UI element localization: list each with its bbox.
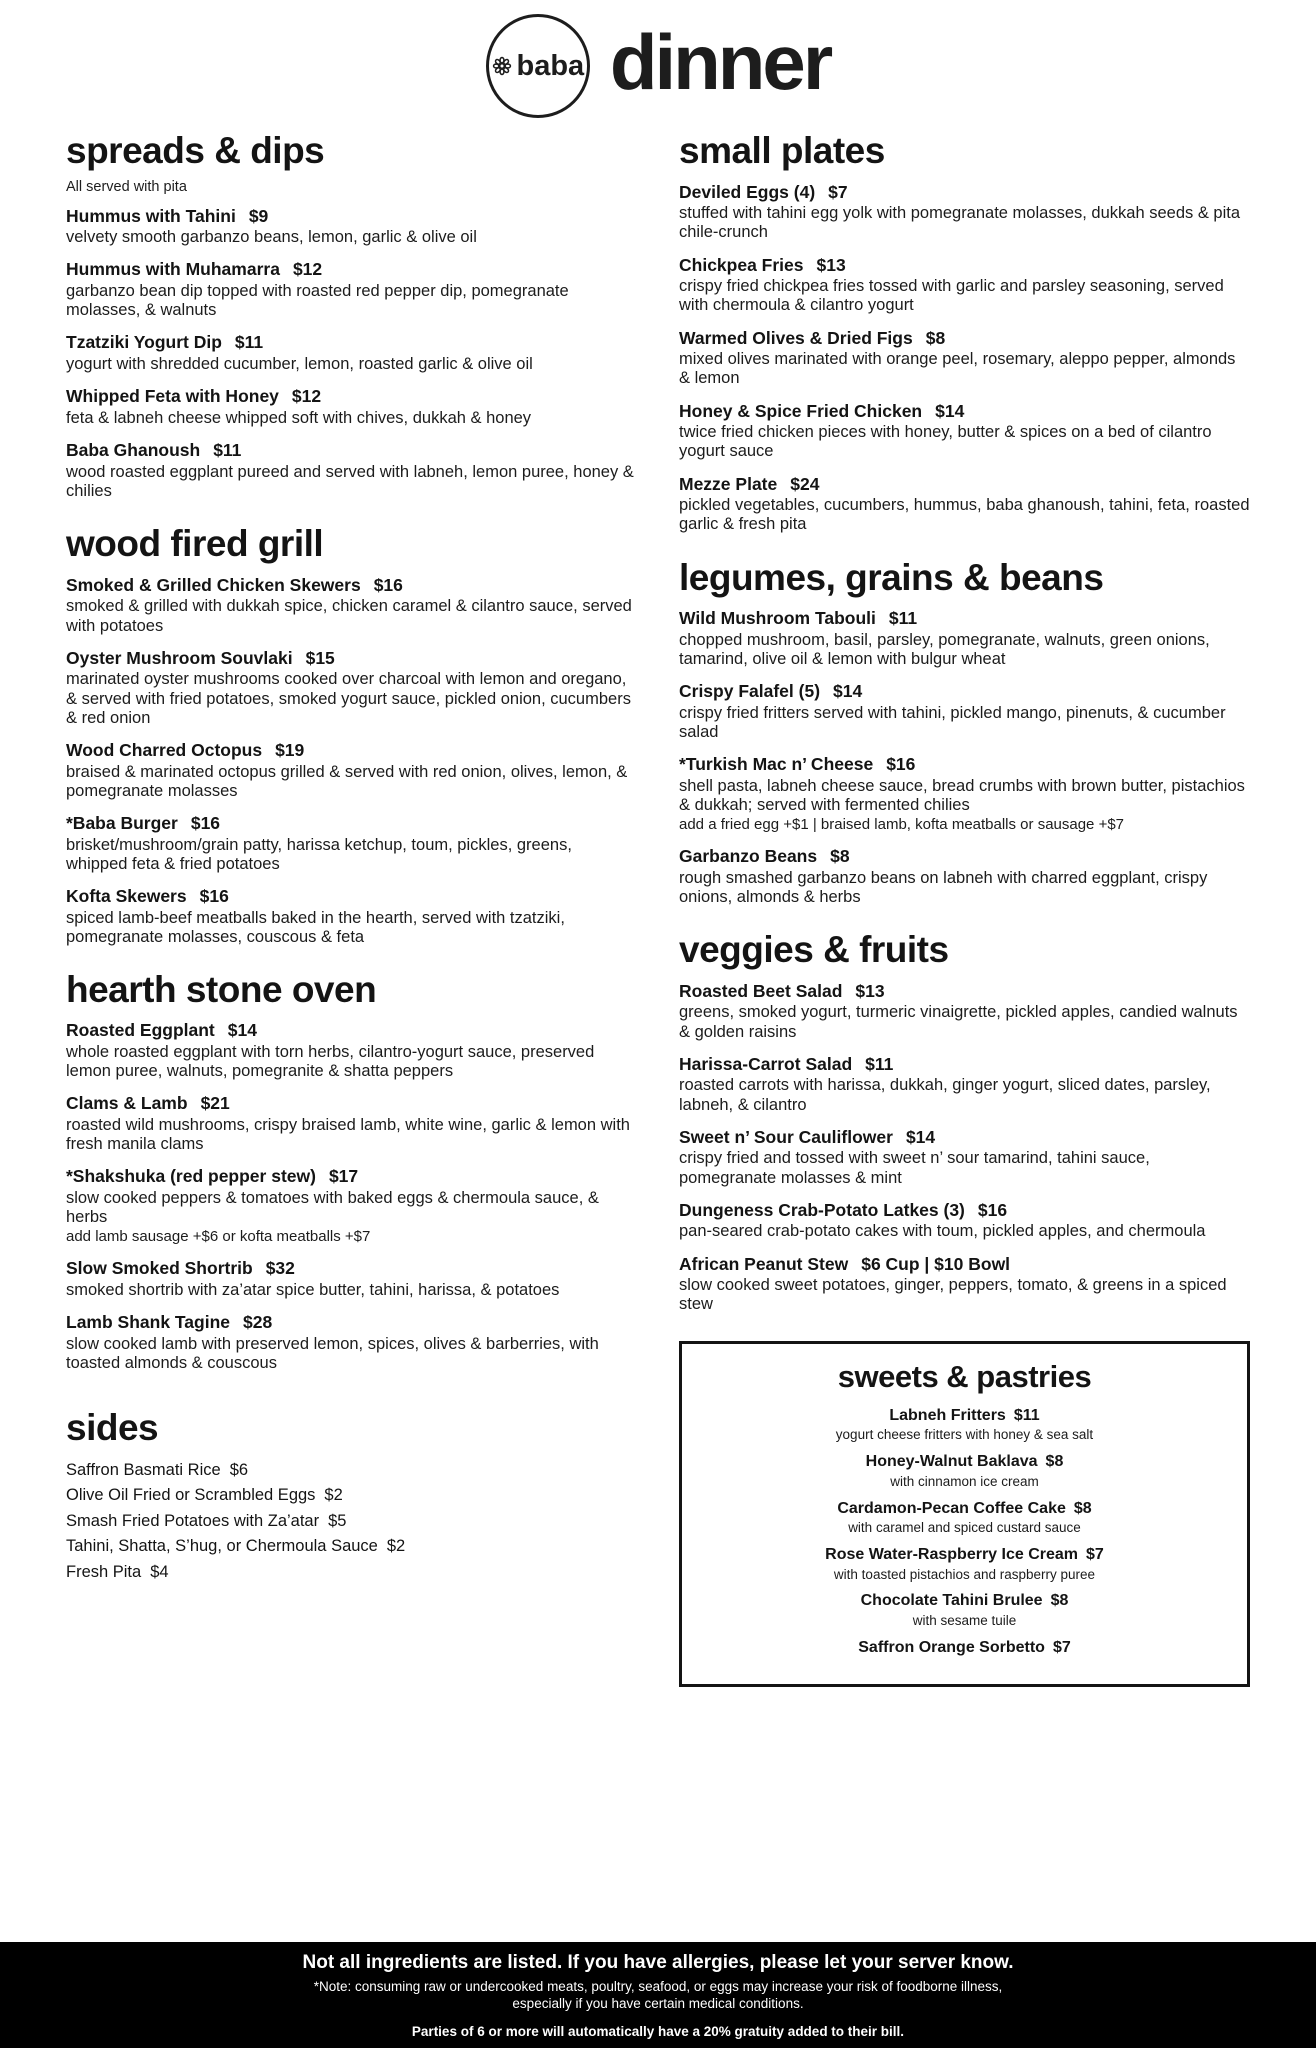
item-name: Tahini, Shatta, S’hug, or Chermoula Sauce xyxy=(66,1537,378,1556)
item-name: Tzatziki Yogurt Dip xyxy=(66,332,222,353)
item-name: Harissa-Carrot Salad xyxy=(679,1053,853,1074)
flower-icon xyxy=(491,55,513,77)
item-name: Hummus with Muhamarra xyxy=(66,259,280,280)
item-name: Chickpea Fries xyxy=(679,254,804,275)
gratuity-notice: Parties of 6 or more will automatically have a 20% gratuity added to their bill. xyxy=(411,2024,905,2039)
menu-item-mezze-plate xyxy=(679,473,1250,535)
item-name-line xyxy=(679,1053,1250,1076)
item-name-line xyxy=(66,439,637,462)
item-name-line xyxy=(710,1545,1219,1566)
item-name: Wood Charred Octopus xyxy=(66,739,263,760)
item-name-line xyxy=(66,1311,637,1334)
menu-item-whipped-feta-with-honey xyxy=(66,385,637,428)
item-description: slow cooked peppers & tomatoes with baked eggs & chermoula sauce, & herbs xyxy=(66,1189,599,1227)
menu-item-honey-walnut-baklava xyxy=(710,1452,1219,1489)
item-price: $14 xyxy=(905,1126,936,1147)
item-description: smoked shortrib with za’atar spice butter, tahini, harissa, & potatoes xyxy=(66,1281,560,1300)
item-name: Roasted Eggplant xyxy=(66,1020,215,1041)
item-name-line xyxy=(679,753,1250,776)
item-price: $13 xyxy=(855,980,885,1001)
menu-item-smash-fried-potatoes-with-za-atar xyxy=(66,1511,637,1532)
item-price: $8 xyxy=(1073,1499,1092,1517)
item-price: $13 xyxy=(816,254,846,275)
item-name: Honey & Spice Fried Chicken xyxy=(679,400,923,421)
item-name-line xyxy=(66,1092,637,1115)
item-price: $16 xyxy=(886,754,916,775)
menu-item-harissa-carrot-salad xyxy=(679,1053,1250,1115)
item-name-line xyxy=(66,1460,637,1481)
item-addon: add lamb sausage +$6 or kofta meatballs +$7 xyxy=(66,1228,371,1246)
item-price: $2 xyxy=(324,1486,343,1505)
item-description: with sesame tuile xyxy=(912,1613,1017,1629)
item-price: $16 xyxy=(199,885,229,906)
section-veggies-fruits xyxy=(679,929,1250,1314)
item-name: Mezze Plate xyxy=(679,473,778,494)
item-name-line xyxy=(679,181,1250,204)
menu-item-kofta-skewers xyxy=(66,885,637,947)
item-price: $14 xyxy=(935,400,965,421)
section-heading: veggies & fruits xyxy=(679,929,949,971)
item-name-line xyxy=(66,1019,637,1042)
item-name-line xyxy=(679,680,1250,703)
item-name-line xyxy=(66,1485,637,1506)
menu-title: dinner xyxy=(609,18,831,106)
item-name-line xyxy=(66,331,637,354)
item-description: rough smashed garbanzo beans on labneh with charred eggplant, crispy onions, almonds & herbs xyxy=(679,868,1208,906)
section-heading: sweets & pastries xyxy=(837,1358,1092,1394)
section-heading: wood fired grill xyxy=(66,523,324,565)
item-name-line xyxy=(710,1406,1219,1427)
section-spreads-dips xyxy=(66,130,637,501)
item-price: $14 xyxy=(833,681,863,702)
item-name: Saffron Orange Sorbetto xyxy=(858,1638,1045,1656)
menu-item-fresh-pita xyxy=(66,1562,637,1583)
menu-item-saffron-basmati-rice xyxy=(66,1460,637,1481)
item-description: with caramel and spiced custard sauce xyxy=(848,1520,1081,1536)
item-addon: add a fried egg +$1 | braised lamb, kofta meatballs or sausage +$7 xyxy=(679,816,1125,834)
section-note: All served with pita xyxy=(66,178,187,195)
item-description: shell pasta, labneh cheese sauce, bread crumbs with brown butter, pistachios & dukkah; served with fermented chilies xyxy=(679,776,1245,814)
item-name: Baba Ghanoush xyxy=(66,440,201,461)
item-price: $8 xyxy=(925,327,946,348)
raw-food-note-line2: especially if you have certain medical conditions. xyxy=(512,1996,804,2012)
item-name-line xyxy=(679,1199,1250,1222)
menu-item-saffron-orange-sorbetto xyxy=(710,1638,1219,1659)
allergy-notice: Not all ingredients are listed. If you have allergies, please let your server know. xyxy=(302,1951,1014,1973)
item-name: Clams & Lamb xyxy=(66,1093,188,1114)
menu-item-turkish-mac-n-cheese xyxy=(679,753,1250,834)
menu-item-african-peanut-stew xyxy=(679,1253,1250,1315)
menu-item-sweet-n-sour-cauliflower xyxy=(679,1126,1250,1188)
menu-item-smoked-grilled-chicken-skewers xyxy=(66,574,637,636)
item-price: $7 xyxy=(828,181,848,202)
item-name-line xyxy=(66,1562,637,1583)
item-description: garbanzo bean dip topped with roasted red pepper dip, pomegranate molasses, & walnuts xyxy=(66,282,569,320)
item-description: spiced lamb-beef meatballs baked in the hearth, served with tzatziki, pomegranate molasses, couscous & feta xyxy=(66,908,565,946)
menu-item-olive-oil-fried-or-scrambled-eggs xyxy=(66,1485,637,1506)
item-name-line xyxy=(710,1591,1219,1612)
item-name: Crispy Falafel (5) xyxy=(679,681,821,702)
item-price: $21 xyxy=(200,1093,230,1114)
item-name-line xyxy=(679,254,1250,277)
item-price: $11 xyxy=(888,608,918,629)
item-name: Cardamon-Pecan Coffee Cake xyxy=(837,1499,1066,1517)
menu-item-rose-water-raspberry-ice-cream xyxy=(710,1545,1219,1582)
item-price: $9 xyxy=(248,205,269,226)
item-description: pickled vegetables, cucumbers, hummus, baba ghanoush, tahini, feta, roasted garlic & fresh pita xyxy=(679,496,1250,534)
item-description: crispy fried fritters served with tahini, pickled mango, pinenuts, & cucumber salad xyxy=(679,703,1226,741)
item-name-line xyxy=(679,400,1250,423)
section-heading: small plates xyxy=(679,130,885,171)
raw-food-note-line1: *Note: consuming raw or undercooked meats, poultry, seafood, or eggs may increase your risk of foodborne illness, xyxy=(313,1978,1003,1994)
item-description: twice fried chicken pieces with honey, butter & spices on a bed of cilantro yogurt sauce xyxy=(679,423,1212,461)
item-description: roasted carrots with harissa, dukkah, ginger yogurt, sliced dates, parsley, labneh, & cilantro xyxy=(679,1076,1211,1114)
item-description: marinated oyster mushrooms cooked over charcoal with lemon and oregano, & served with fried potatoes, smoked yogurt sauce, pickled onion, cucumbers & red onion xyxy=(66,670,631,727)
item-price: $24 xyxy=(790,473,820,494)
item-name: Oyster Mushroom Souvlaki xyxy=(66,647,293,668)
menu-item-dungeness-crab-potato-latkes-3 xyxy=(679,1199,1250,1242)
item-price: $11 xyxy=(213,440,242,461)
item-name: Kofta Skewers xyxy=(66,885,187,906)
item-price: $8 xyxy=(1045,1453,1064,1471)
column-right xyxy=(679,130,1250,1709)
item-description: stuffed with tahini egg yolk with pomegranate molasses, dukkah seeds & pita chile-crunch xyxy=(679,204,1241,242)
section-sweets-pastries xyxy=(679,1341,1250,1687)
menu-item-clams-lamb xyxy=(66,1092,637,1154)
item-price: $14 xyxy=(227,1020,257,1041)
menu-item-roasted-beet-salad xyxy=(679,980,1250,1042)
item-price: $11 xyxy=(234,332,264,353)
menu-item-hummus-with-tahini xyxy=(66,205,637,248)
section-small-plates xyxy=(679,130,1250,535)
item-name-line xyxy=(66,1511,637,1532)
item-price: $16 xyxy=(977,1199,1008,1220)
item-description: feta & labneh cheese whipped soft with chives, dukkah & honey xyxy=(66,409,532,428)
item-name: Olive Oil Fried or Scrambled Eggs xyxy=(66,1486,316,1505)
item-name-line xyxy=(679,607,1250,630)
item-name: African Peanut Stew xyxy=(679,1253,849,1274)
menu-item-baba-burger xyxy=(66,812,637,874)
item-name-line xyxy=(679,327,1250,350)
item-name: Garbanzo Beans xyxy=(679,846,818,867)
item-name: Deviled Eggs (4) xyxy=(679,181,816,202)
section-heading: legumes, grains & beans xyxy=(679,556,1104,598)
menu-item-warmed-olives-dried-figs xyxy=(679,327,1250,389)
item-price: $6 xyxy=(229,1460,249,1479)
item-name-line xyxy=(679,473,1250,496)
menu-item-labneh-fritters xyxy=(710,1406,1219,1443)
item-name-line xyxy=(679,980,1250,1003)
item-name: Fresh Pita xyxy=(66,1562,142,1581)
menu-item-shakshuka-red-pepper-stew xyxy=(66,1165,637,1246)
item-description: wood roasted eggplant pureed and served with labneh, lemon puree, honey & chilies xyxy=(66,462,634,501)
item-name-line xyxy=(66,1257,637,1280)
item-name: Chocolate Tahini Brulee xyxy=(860,1592,1043,1610)
item-name-line xyxy=(66,385,637,408)
menu-item-garbanzo-beans xyxy=(679,845,1250,907)
menu-item-honey-spice-fried-chicken xyxy=(679,400,1250,462)
menu-item-cardamon-pecan-coffee-cake xyxy=(710,1499,1219,1536)
item-name: Wild Mushroom Tabouli xyxy=(679,608,876,629)
item-price: $17 xyxy=(328,1166,359,1187)
item-description: with cinnamon ice cream xyxy=(890,1473,1039,1489)
item-name-line xyxy=(66,574,637,597)
item-price: $2 xyxy=(386,1537,406,1556)
item-name: Whipped Feta with Honey xyxy=(66,386,279,407)
item-name-line xyxy=(710,1638,1219,1659)
menu-item-chocolate-tahini-brulee xyxy=(710,1591,1219,1628)
item-name: Smoked & Grilled Chicken Skewers xyxy=(66,574,361,595)
item-description: crispy fried and tossed with sweet n’ sour tamarind, tahini sauce, pomegranate molasses & mint xyxy=(679,1149,1150,1187)
item-name: Lamb Shank Tagine xyxy=(66,1312,231,1333)
menu-item-wild-mushroom-tabouli xyxy=(679,607,1250,669)
section-legumes-grains-beans xyxy=(679,557,1250,908)
menu-footer xyxy=(0,1942,1316,2048)
column-left xyxy=(66,130,637,1605)
item-name: Sweet n’ Sour Cauliflower xyxy=(679,1126,893,1147)
menu-item-deviled-eggs-4 xyxy=(679,181,1250,243)
item-price: $7 xyxy=(1052,1638,1071,1656)
item-price: $19 xyxy=(275,739,305,760)
item-name-line xyxy=(66,258,637,281)
item-name-line xyxy=(710,1499,1219,1520)
item-description: roasted wild mushrooms, crispy braised lamb, white wine, garlic & lemon with fresh manila clams xyxy=(66,1116,630,1154)
item-name-line xyxy=(710,1452,1219,1473)
item-price: $4 xyxy=(150,1562,169,1581)
item-name-line xyxy=(66,885,637,908)
menu-item-baba-ghanoush xyxy=(66,439,637,501)
item-name: *Baba Burger xyxy=(66,812,178,833)
logo-text: baba xyxy=(516,49,585,82)
menu-item-crispy-falafel-5 xyxy=(679,680,1250,742)
item-price: $5 xyxy=(328,1511,347,1530)
item-description: yogurt with shredded cucumber, lemon, roasted garlic & olive oil xyxy=(66,355,533,374)
item-price: $28 xyxy=(243,1312,273,1333)
item-name-line xyxy=(66,739,637,762)
item-name: Smash Fried Potatoes with Za’atar xyxy=(66,1511,320,1530)
item-description: whole roasted eggplant with torn herbs, cilantro-yogurt sauce, preserved lemon puree, walnuts, pomegranite & shatta peppers xyxy=(66,1043,595,1081)
item-price: $12 xyxy=(292,259,323,280)
item-price: $8 xyxy=(830,846,850,867)
item-description: greens, smoked yogurt, turmeric vinaigrette, pickled apples, candied walnuts & golden raisins xyxy=(679,1003,1238,1041)
menu-item-oyster-mushroom-souvlaki xyxy=(66,647,637,728)
item-name-line xyxy=(679,1126,1250,1149)
section-wood-fired-grill xyxy=(66,523,637,947)
item-name: Roasted Beet Salad xyxy=(679,980,843,1001)
item-price: $15 xyxy=(305,647,335,668)
menu-item-chickpea-fries xyxy=(679,254,1250,316)
item-name-line xyxy=(66,1165,637,1188)
item-description: mixed olives marinated with orange peel, rosemary, aleppo pepper, almonds & lemon xyxy=(679,350,1236,388)
item-name-line xyxy=(679,1253,1250,1276)
item-name: *Turkish Mac n’ Cheese xyxy=(679,754,874,775)
item-description: chopped mushroom, basil, parsley, pomegranate, walnuts, green onions, tamarind, olive oil & lemon with bulgur wheat xyxy=(679,630,1210,668)
menu-item-wood-charred-octopus xyxy=(66,739,637,801)
item-description: smoked & grilled with dukkah spice, chicken caramel & cilantro sauce, served with potatoes xyxy=(66,597,632,635)
item-name: Labneh Fritters xyxy=(889,1406,1006,1424)
menu-item-lamb-shank-tagine xyxy=(66,1311,637,1373)
item-description: velvety smooth garbanzo beans, lemon, garlic & olive oil xyxy=(66,228,477,247)
menu-item-slow-smoked-shortrib xyxy=(66,1257,637,1300)
menu-item-tahini-shatta-s-hug-or-chermoula-sauce xyxy=(66,1536,637,1557)
item-description: with toasted pistachios and raspberry puree xyxy=(833,1566,1096,1582)
menu-item-tzatziki-yogurt-dip xyxy=(66,331,637,374)
item-description: braised & marinated octopus grilled & served with red onion, olives, lemon, & pomegranate molasses xyxy=(66,762,628,800)
item-description: crispy fried chickpea fries tossed with garlic and parsley seasoning, served with chermoula & cilantro yogurt xyxy=(679,277,1224,315)
item-description: yogurt cheese fritters with honey & sea salt xyxy=(835,1427,1094,1443)
item-name-line xyxy=(66,205,637,228)
section-heading: sides xyxy=(66,1407,159,1449)
item-description: slow cooked lamb with preserved lemon, spices, olives & barberries, with toasted almonds & couscous xyxy=(66,1335,599,1373)
item-name-line xyxy=(66,1536,637,1557)
item-name: Dungeness Crab-Potato Latkes (3) xyxy=(679,1199,965,1220)
item-price: $6 Cup | $10 Bowl xyxy=(861,1253,1011,1274)
item-price: $11 xyxy=(865,1053,894,1074)
item-name-line xyxy=(66,647,637,670)
item-price: $32 xyxy=(265,1258,295,1279)
item-name: Hummus with Tahini xyxy=(66,205,236,226)
item-price: $8 xyxy=(1050,1592,1069,1610)
item-price: $12 xyxy=(291,386,322,407)
section-sides xyxy=(66,1407,637,1583)
baba-logo xyxy=(486,14,590,118)
section-hearth-stone-oven xyxy=(66,969,637,1373)
item-name: Slow Smoked Shortrib xyxy=(66,1258,253,1279)
item-price: $11 xyxy=(1013,1406,1040,1424)
section-heading: spreads & dips xyxy=(66,130,325,171)
item-name: Warmed Olives & Dried Figs xyxy=(679,327,913,348)
item-price: $7 xyxy=(1086,1545,1104,1563)
menu-columns xyxy=(0,122,1316,1709)
item-price: $16 xyxy=(190,812,221,833)
menu-header xyxy=(0,0,1316,122)
item-description: pan-seared crab-potato cakes with toum, pickled apples, and chermoula xyxy=(679,1222,1206,1241)
item-description: slow cooked sweet potatoes, ginger, peppers, tomato, & greens in a spiced stew xyxy=(679,1276,1227,1314)
section-heading: hearth stone oven xyxy=(66,968,377,1010)
item-price: $16 xyxy=(373,574,403,595)
item-name: *Shakshuka (red pepper stew) xyxy=(66,1166,316,1187)
menu-item-hummus-with-muhamarra xyxy=(66,258,637,320)
item-name: Saffron Basmati Rice xyxy=(66,1460,221,1479)
item-name: Rose Water-Raspberry Ice Cream xyxy=(825,1545,1079,1563)
menu-item-roasted-eggplant xyxy=(66,1019,637,1081)
item-name-line xyxy=(66,812,637,835)
item-name: Honey-Walnut Baklava xyxy=(865,1453,1038,1471)
item-name-line xyxy=(679,845,1250,868)
item-description: brisket/mushroom/grain patty, harissa ketchup, toum, pickles, greens, whipped feta & fried potatoes xyxy=(66,835,572,873)
